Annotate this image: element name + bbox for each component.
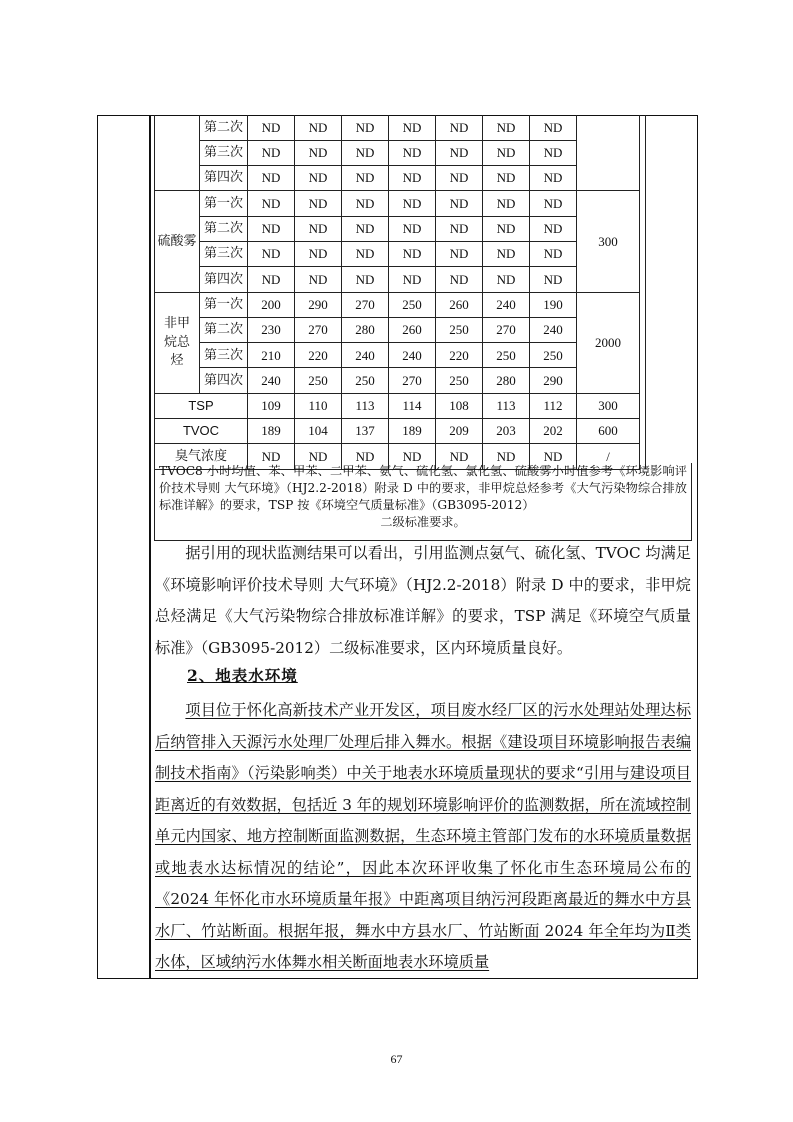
value-cell: 114: [389, 393, 436, 418]
value-cell: ND: [295, 166, 342, 191]
value-cell: ND: [248, 216, 295, 241]
time-cell: 第一次: [200, 292, 248, 317]
value-cell: ND: [342, 191, 389, 216]
value-cell: 220: [295, 343, 342, 368]
value-cell: ND: [483, 115, 530, 140]
value-cell: ND: [483, 216, 530, 241]
value-cell: 280: [483, 368, 530, 393]
conclusion-paragraph: 据引用的现状监测结果可以看出，引用监测点氨气、硫化氢、TVOC 均满足《环境影响评价技术导则 大气环境》（HJ2.2-2018）附录 D 中的要求，非甲烷总烃满足《大气污染物综合排放标准详解》的要求，TSP 满足《环境空气质量标准》（GB3095-2012）二级标准要求，区内环境质量良好。: [155, 544, 691, 657]
value-cell: ND: [530, 216, 577, 241]
table-row: [155, 393, 646, 418]
value-cell: ND: [248, 166, 295, 191]
value-cell: 260: [436, 292, 483, 317]
value-cell: 112: [530, 393, 577, 418]
value-cell: ND: [436, 216, 483, 241]
value-cell: 137: [342, 419, 389, 444]
value-cell: 203: [483, 419, 530, 444]
value-cell: ND: [483, 191, 530, 216]
value-cell: ND: [436, 267, 483, 292]
value-cell: ND: [342, 241, 389, 266]
standard-value: 2000: [577, 292, 640, 393]
value-cell: 230: [248, 317, 295, 342]
pollutant-name: TVOC: [155, 419, 248, 444]
value-cell: ND: [483, 267, 530, 292]
value-cell: 250: [342, 368, 389, 393]
value-cell: ND: [436, 166, 483, 191]
time-cell: 第二次: [200, 216, 248, 241]
time-cell: 第三次: [200, 343, 248, 368]
table-row: [155, 317, 646, 342]
pollutant-name: [155, 292, 200, 393]
value-cell: ND: [389, 216, 436, 241]
value-cell: ND: [530, 166, 577, 191]
value-cell: 210: [248, 343, 295, 368]
value-cell: 250: [436, 368, 483, 393]
value-cell: ND: [295, 115, 342, 140]
value-cell: 290: [530, 368, 577, 393]
table-row: [155, 419, 646, 444]
time-cell: 第三次: [200, 140, 248, 165]
value-cell: 260: [389, 317, 436, 342]
value-cell: ND: [342, 444, 389, 469]
frame-divider: [149, 115, 151, 979]
time-cell: 第四次: [200, 166, 248, 191]
value-cell: ND: [342, 166, 389, 191]
value-cell: 240: [483, 292, 530, 317]
value-cell: ND: [436, 115, 483, 140]
value-cell: 290: [295, 292, 342, 317]
value-cell: ND: [436, 444, 483, 469]
value-cell: ND: [295, 267, 342, 292]
value-cell: 108: [436, 393, 483, 418]
pollutant-cell-continued: [155, 115, 200, 191]
section-heading: 2、地表水环境: [187, 666, 298, 685]
value-cell: 189: [248, 419, 295, 444]
note-text-last: 二级标准要求。: [380, 515, 466, 529]
value-cell: 270: [295, 317, 342, 342]
value-cell: ND: [248, 140, 295, 165]
table-note: [154, 463, 692, 541]
pollutant-name: 硫酸雾: [155, 191, 200, 292]
time-cell: 第四次: [200, 368, 248, 393]
table-row: [155, 292, 646, 317]
value-cell: ND: [342, 267, 389, 292]
time-cell: 第二次: [200, 115, 248, 140]
value-cell: 109: [248, 393, 295, 418]
table-row: [155, 267, 646, 292]
standard-value: 300: [577, 191, 640, 292]
value-cell: 189: [389, 419, 436, 444]
value-cell: 270: [389, 368, 436, 393]
value-cell: ND: [530, 140, 577, 165]
standard-value: /: [577, 444, 640, 469]
value-cell: 280: [342, 317, 389, 342]
value-cell: 240: [342, 343, 389, 368]
value-cell: 113: [342, 393, 389, 418]
value-cell: 209: [436, 419, 483, 444]
value-cell: ND: [389, 191, 436, 216]
pollutant-name-line: 烃: [170, 352, 184, 368]
value-cell: ND: [295, 140, 342, 165]
value-cell: 250: [436, 317, 483, 342]
table-row: [155, 140, 646, 165]
time-cell: 第二次: [200, 317, 248, 342]
table-row: [155, 368, 646, 393]
value-cell: 113: [483, 393, 530, 418]
value-cell: 240: [389, 343, 436, 368]
value-cell: ND: [530, 444, 577, 469]
monitoring-table: [154, 115, 646, 470]
table-row: [155, 216, 646, 241]
value-cell: ND: [342, 216, 389, 241]
value-cell: ND: [436, 241, 483, 266]
page-number: 67: [390, 1052, 403, 1066]
value-cell: ND: [389, 166, 436, 191]
value-cell: ND: [248, 444, 295, 469]
value-cell: 190: [530, 292, 577, 317]
value-cell: ND: [295, 216, 342, 241]
value-cell: ND: [248, 115, 295, 140]
value-cell: ND: [436, 191, 483, 216]
value-cell: ND: [389, 140, 436, 165]
value-cell: 250: [295, 368, 342, 393]
table-edge: [640, 115, 646, 469]
value-cell: 110: [295, 393, 342, 418]
value-cell: ND: [530, 191, 577, 216]
value-cell: ND: [248, 267, 295, 292]
value-cell: 270: [342, 292, 389, 317]
value-cell: 200: [248, 292, 295, 317]
value-cell: 270: [483, 317, 530, 342]
standard-value: 600: [577, 419, 640, 444]
value-cell: 202: [530, 419, 577, 444]
value-cell: ND: [483, 166, 530, 191]
time-cell: 第三次: [200, 241, 248, 266]
value-cell: 240: [530, 317, 577, 342]
pollutant-name: TSP: [155, 393, 248, 418]
pollutant-name: 臭气浓度: [155, 444, 248, 469]
value-cell: ND: [295, 191, 342, 216]
standard-cell-continued: [577, 115, 640, 191]
value-cell: ND: [483, 140, 530, 165]
surface-water-paragraph: 项目位于怀化高新技术产业开发区，项目废水经厂区的污水处理站处理达标后纳管排入天源污水处理厂处理后排入舞水。根据《建设项目环境影响报告表编制技术指南》（污染影响类）中关于地表水环境质量现状的要求“引用与建设项目距离近的有效数据，包括近 3 年的规划环境影响评价的监测数据，所在流域控制单元内国家、地方控制断面监测数据，生态环境主管部门发布的水环境质量数据或地表水达标情况的结论”，因此本次环评收集了怀化市生态环境局公布的《2024 年怀化市水环境质量年报》中距离项目纳污河段距离最近的舞水中方县水厂、竹站断面。根据年报，舞水中方县水厂、竹站断面 2024 年全年均为Ⅱ类水体，区域纳污水体舞水相关断面地表水环境质量: [155, 701, 691, 971]
standard-value: 300: [577, 393, 640, 418]
note-text: TVOC8 小时均值、苯、甲苯、二甲苯、氨气、硫化氢、氯化氢、硫酸雾小时值参考《环境影响评价技术导则 大气环境》（HJ2.2-2018）附录 D 中的要求，非甲烷总烃参考《大气污染物综合排放标准详解》的要求，TSP 按《环境空气质量标准》（GB3095-2012）: [159, 464, 687, 512]
value-cell: ND: [483, 444, 530, 469]
value-cell: ND: [342, 115, 389, 140]
time-cell: 第一次: [200, 191, 248, 216]
value-cell: ND: [248, 191, 295, 216]
value-cell: ND: [530, 115, 577, 140]
value-cell: 220: [436, 343, 483, 368]
value-cell: 104: [295, 419, 342, 444]
value-cell: ND: [248, 241, 295, 266]
value-cell: ND: [436, 140, 483, 165]
table-row: [155, 191, 646, 216]
table-row: [155, 115, 646, 140]
table-row: [155, 166, 646, 191]
table-row: [155, 343, 646, 368]
value-cell: 250: [389, 292, 436, 317]
value-cell: ND: [389, 444, 436, 469]
value-cell: ND: [483, 241, 530, 266]
time-cell: 第四次: [200, 267, 248, 292]
value-cell: ND: [389, 115, 436, 140]
value-cell: ND: [342, 140, 389, 165]
value-cell: 250: [483, 343, 530, 368]
value-cell: ND: [530, 267, 577, 292]
value-cell: ND: [389, 267, 436, 292]
value-cell: ND: [530, 241, 577, 266]
value-cell: ND: [295, 444, 342, 469]
pollutant-name-line: 非甲: [163, 316, 190, 332]
table-row: [155, 241, 646, 266]
value-cell: ND: [295, 241, 342, 266]
pollutant-name-line: 烷总: [163, 334, 190, 350]
value-cell: ND: [389, 241, 436, 266]
value-cell: 250: [530, 343, 577, 368]
value-cell: 240: [248, 368, 295, 393]
